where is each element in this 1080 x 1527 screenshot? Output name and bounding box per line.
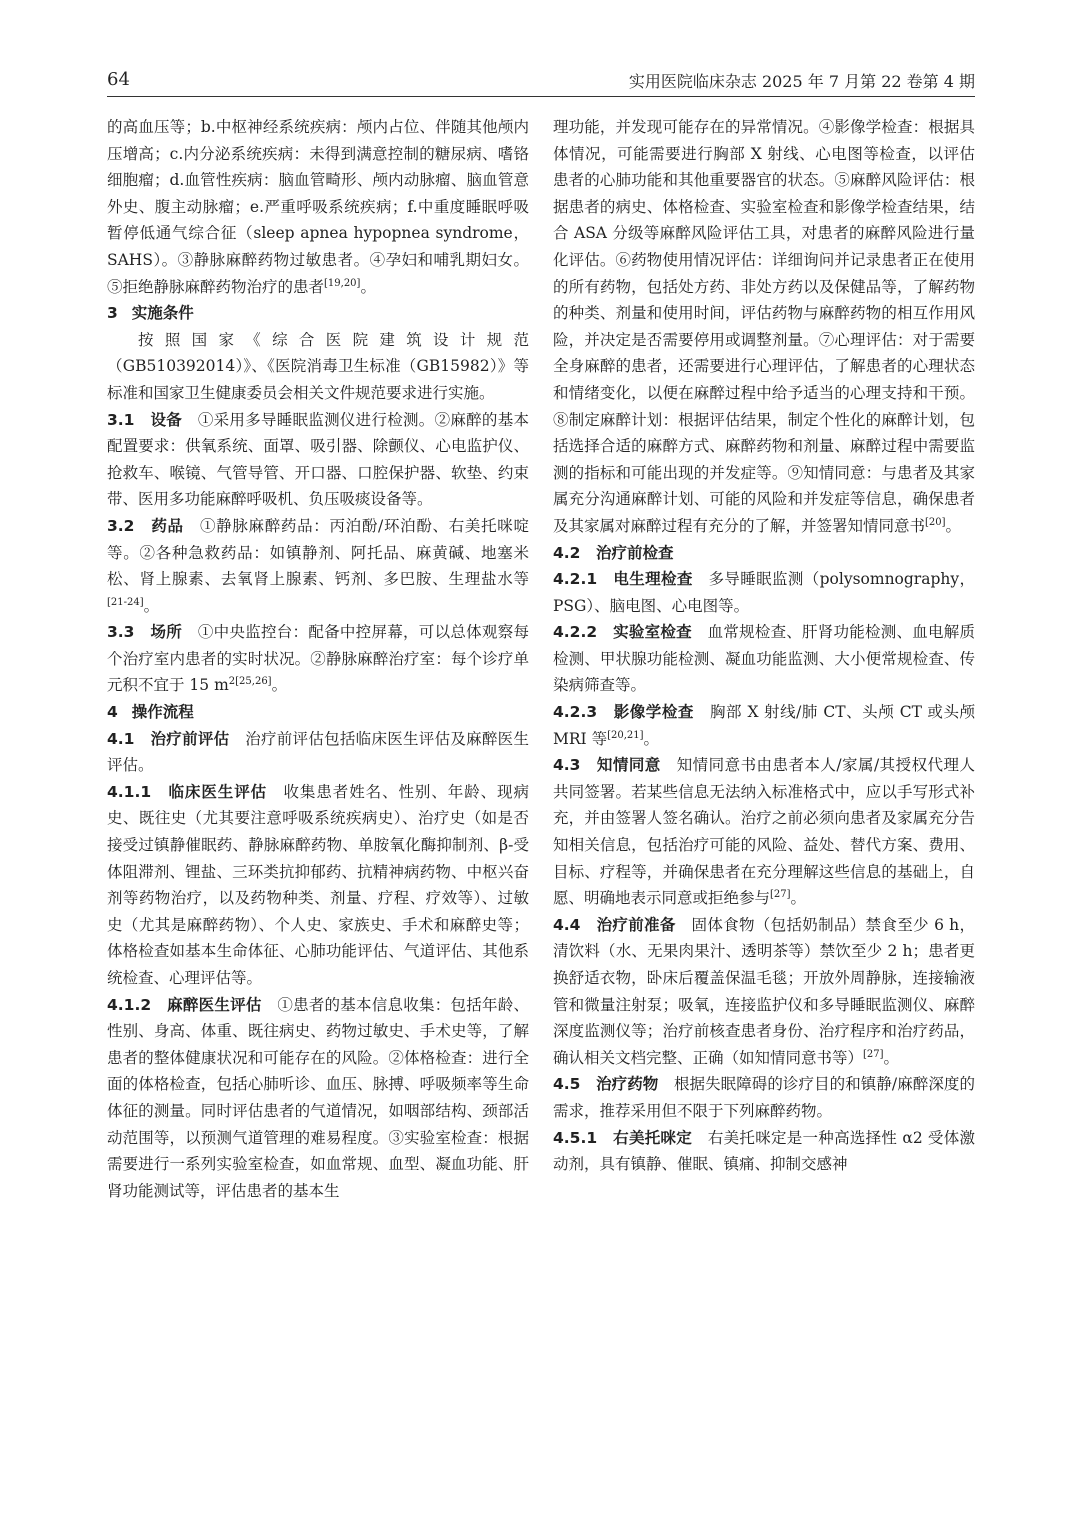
subsection: 3.3 场所 ①中央监控台：配备中控屏幕，可以总体观察每个治疗室内患者的实时状况。②静脉麻醉治疗室：每个诊疗单元积不宜于 15 m$^{2[25,26]}$。 bbox=[107, 623, 529, 695]
subsection-title: 3.3 场所 bbox=[107, 623, 183, 642]
citation: [21-24] bbox=[107, 596, 144, 608]
subsection: 4.2.1 电生理检查 多导睡眠监测（polysomnography，PSG）、脑电图、心电图等。 bbox=[553, 570, 975, 615]
citation: [20] bbox=[925, 516, 946, 528]
left-column bbox=[107, 114, 529, 1514]
subsection-title: 4.2.2 实验室检查 bbox=[553, 623, 692, 642]
subsection: 4.2.2 实验室检查 血常规检查、肝肾功能检测、血电解质检测、甲状腺功能检测、凝血功能监测、大小便常规检查、传染病筛查等。 bbox=[553, 623, 975, 695]
subsection: 4.4 治疗前准备 固体食物（包括奶制品）禁食至少 6 h，清饮料（水、无果肉果汁、透明茶等）禁饮至少 2 h；患者更换舒适衣物，卧床后覆盖保温毛毯；开放外周静脉，连接输液管和微量注射泵；吸氧，连接监护仪和多导睡眠监测仪、麻醉深度监测仪等；治疗前核查患者身份、治疗程序和治疗药品，确认相关文档完整、正确（如知情同意书等）[27]。 bbox=[553, 915, 975, 1067]
subsection-title: 4.5.1 右美托咪定 bbox=[553, 1128, 693, 1147]
paragraph: 按照国家《综合医院建筑设计规范（GB510392014）》、《医院消毒卫生标准（GB15982）》等标准和国家卫生健康委员会相关文件规范要求进行实施。 bbox=[107, 330, 529, 402]
section-heading: 3 实施条件 bbox=[107, 304, 194, 323]
section-heading: 4 操作流程 bbox=[107, 703, 194, 722]
subsection: 4.1 治疗前评估 治疗前评估包括临床医生评估及麻醉医生评估。 bbox=[107, 729, 529, 775]
paragraph: 的高血压等；b.中枢神经系统疾病：颅内占位、伴随其他颅内压增高；c.内分泌系统疾病：未得到满意控制的糖尿病、嗜铬细胞瘤；d.血管性疾病：脑血管畸形、颅内动脉瘤、脑血管意外史、腹主动脉瘤；e.严重呼吸系统疾病；f.中重度睡眠呼吸暂停低通气综合征（sleep apnea hypopnea syndrome，SAHS）。③静脉麻醉药物过敏患者。④孕妇和哺乳期妇女。⑤拒绝静脉麻醉药物治疗的患者[19,20]。 bbox=[107, 118, 529, 296]
page-number: 64 bbox=[107, 69, 130, 90]
paragraph: 理功能，并发现可能存在的异常情况。④影像学检查：根据具体情况，可能需要进行胸部 X 射线、心电图等检查，以评估患者的心肺功能和其他重要器官的状态。⑤麻醉风险评估：根据患者的病史、体格检查、实验室检查和影像学检查结果，结合 ASA 分级等麻醉风险评估工具，对患者的麻醉风险进行量化评估。⑥药物使用情况评估：详细询问并记录患者正在使用的所有药物，包括处方药、非处方药以及保健品等，了解药物的种类、剂量和使用时间，评估药物与麻醉药物的相互作用风险，并决定是否需要停用或调整剂量。⑦心理评估：对于需要全身麻醉的患者，还需要进行心理评估，了解患者的心理状态和情绪变化，以便在麻醉过程中给予适当的心理支持和干预。⑧制定麻醉计划：根据评估结果，制定个性化的麻醉计划，包括选择合适的麻醉方式、麻醉药物和剂量、麻醉过程中需要监测的指标和可能出现的并发症等。⑨知情同意：与患者及其家属充分沟通麻醉计划、可能的风险和并发症等信息，确保患者及其家属对麻醉过程有充分的了解，并签署知情同意书[20]。 bbox=[553, 118, 975, 535]
subsection: 3.1 设备 ①采用多导睡眠监测仪进行检测。②麻醉的基本配置要求：供氧系统、面罩、吸引器、除颤仪、心电监护仪、抢救车、喉镜、气管导管、开口器、口腔保护器、软垫、约束带、医用多功能麻醉呼吸机、负压吸痰设备等。 bbox=[107, 410, 529, 509]
superscript: 2 bbox=[228, 676, 236, 688]
subsection-title: 4.3 知情同意 bbox=[553, 756, 661, 775]
subsection-title: 4.2.1 电生理检查 bbox=[553, 570, 693, 589]
subsection-heading: 4.2 治疗前检查 bbox=[553, 543, 674, 562]
subsection-title: 4.5 治疗药物 bbox=[553, 1075, 659, 1094]
subsection-title: 4.1.1 临床医生评估 bbox=[107, 782, 268, 801]
subsection-title: 4.4 治疗前准备 bbox=[553, 915, 676, 934]
subsection: 4.1.2 麻醉医生评估 ①患者的基本信息收集：包括年龄、性别、身高、体重、既往病史、药物过敏史、手术史等，了解患者的整体健康状况和可能存在的风险。②体格检查：进行全面的体格检查，包括心肺听诊、血压、脉搏、呼吸频率等生命体征的测量。同时评估患者的气道情况，如咽部结构、颈部活动范围等，以预测气道管理的难易程度。③实验室检查：根据需要进行一系列实验室检查，如血常规、血型、凝血功能、肝肾功能测试等，评估患者的基本生 bbox=[107, 995, 529, 1200]
citation: [20,21] bbox=[607, 729, 644, 741]
subsection-title: 4.1.2 麻醉医生评估 bbox=[107, 995, 262, 1014]
subsection: 3.2 药品 ①静脉麻醉药品：丙泊酚/环泊酚、右美托咪啶等。②各种急救药品：如镇静剂、阿托品、麻黄碱、地塞米松、肾上腺素、去氧肾上腺素、钙剂、多巴胺、生理盐水等[21-24]。 bbox=[107, 516, 529, 615]
right-column bbox=[553, 114, 975, 1514]
subsection-title: 3.2 药品 bbox=[107, 516, 184, 535]
subsection-title: 3.1 设备 bbox=[107, 410, 183, 429]
subsection: 4.2.3 影像学检查 胸部 X 射线/肺 CT、头颅 CT 或头颅 MRI 等[20,21]。 bbox=[553, 703, 975, 748]
citation: [25,26] bbox=[235, 676, 272, 688]
journal-title: 实用医院临床杂志 2025 年 7 月第 22 卷第 4 期 bbox=[628, 72, 975, 91]
subsection: 4.5 治疗药物 根据失眠障碍的诊疗目的和镇静/麻醉深度的需求，推荐采用但不限于下列麻醉药物。 bbox=[553, 1075, 975, 1120]
subsection: 4.5.1 右美托咪定 右美托咪定是一种高选择性 α2 受体激动剂，具有镇静、催眠、镇痛、抑制交感神 bbox=[553, 1128, 975, 1174]
subsection-title: 4.2.3 影像学检查 bbox=[553, 703, 694, 722]
citation: [27] bbox=[863, 1048, 884, 1060]
subsection: 4.3 知情同意 知情同意书由患者本人/家属/其授权代理人共同签署。若某些信息无法纳入标准格式中，应以手写形式补充，并由签署人签名确认。治疗之前必须向患者及家属充分告知相关信息，包括治疗可能的风险、益处、替代方案、费用、目标、疗程等，并确保患者在充分理解这些信息的基础上，自愿、明确地表示同意或拒绝参与[27]。 bbox=[553, 756, 975, 908]
subsection-title: 4.1 治疗前评估 bbox=[107, 729, 230, 748]
running-header bbox=[107, 62, 975, 97]
citation: [27] bbox=[770, 889, 791, 901]
citation: [19,20] bbox=[324, 277, 361, 289]
subsection: 4.1.1 临床医生评估 收集患者姓名、性别、年龄、现病史、既往史（尤其要注意呼吸系统疾病史）、治疗史（如是否接受过镇静催眠药、静脉麻醉药物、单胺氧化酶抑制剂、β-受体阻滞剂、锂盐、三环类抗抑郁药、抗精神病药物、中枢兴奋剂等药物治疗，以及药物种类、剂量、疗程、疗效等）、过敏史（尤其是麻醉药物）、个人史、家族史、手术和麻醉史等；体格检查如基本生命体征、心肺功能评估、气道评估、其他系统检查、心理评估等。 bbox=[107, 782, 529, 987]
